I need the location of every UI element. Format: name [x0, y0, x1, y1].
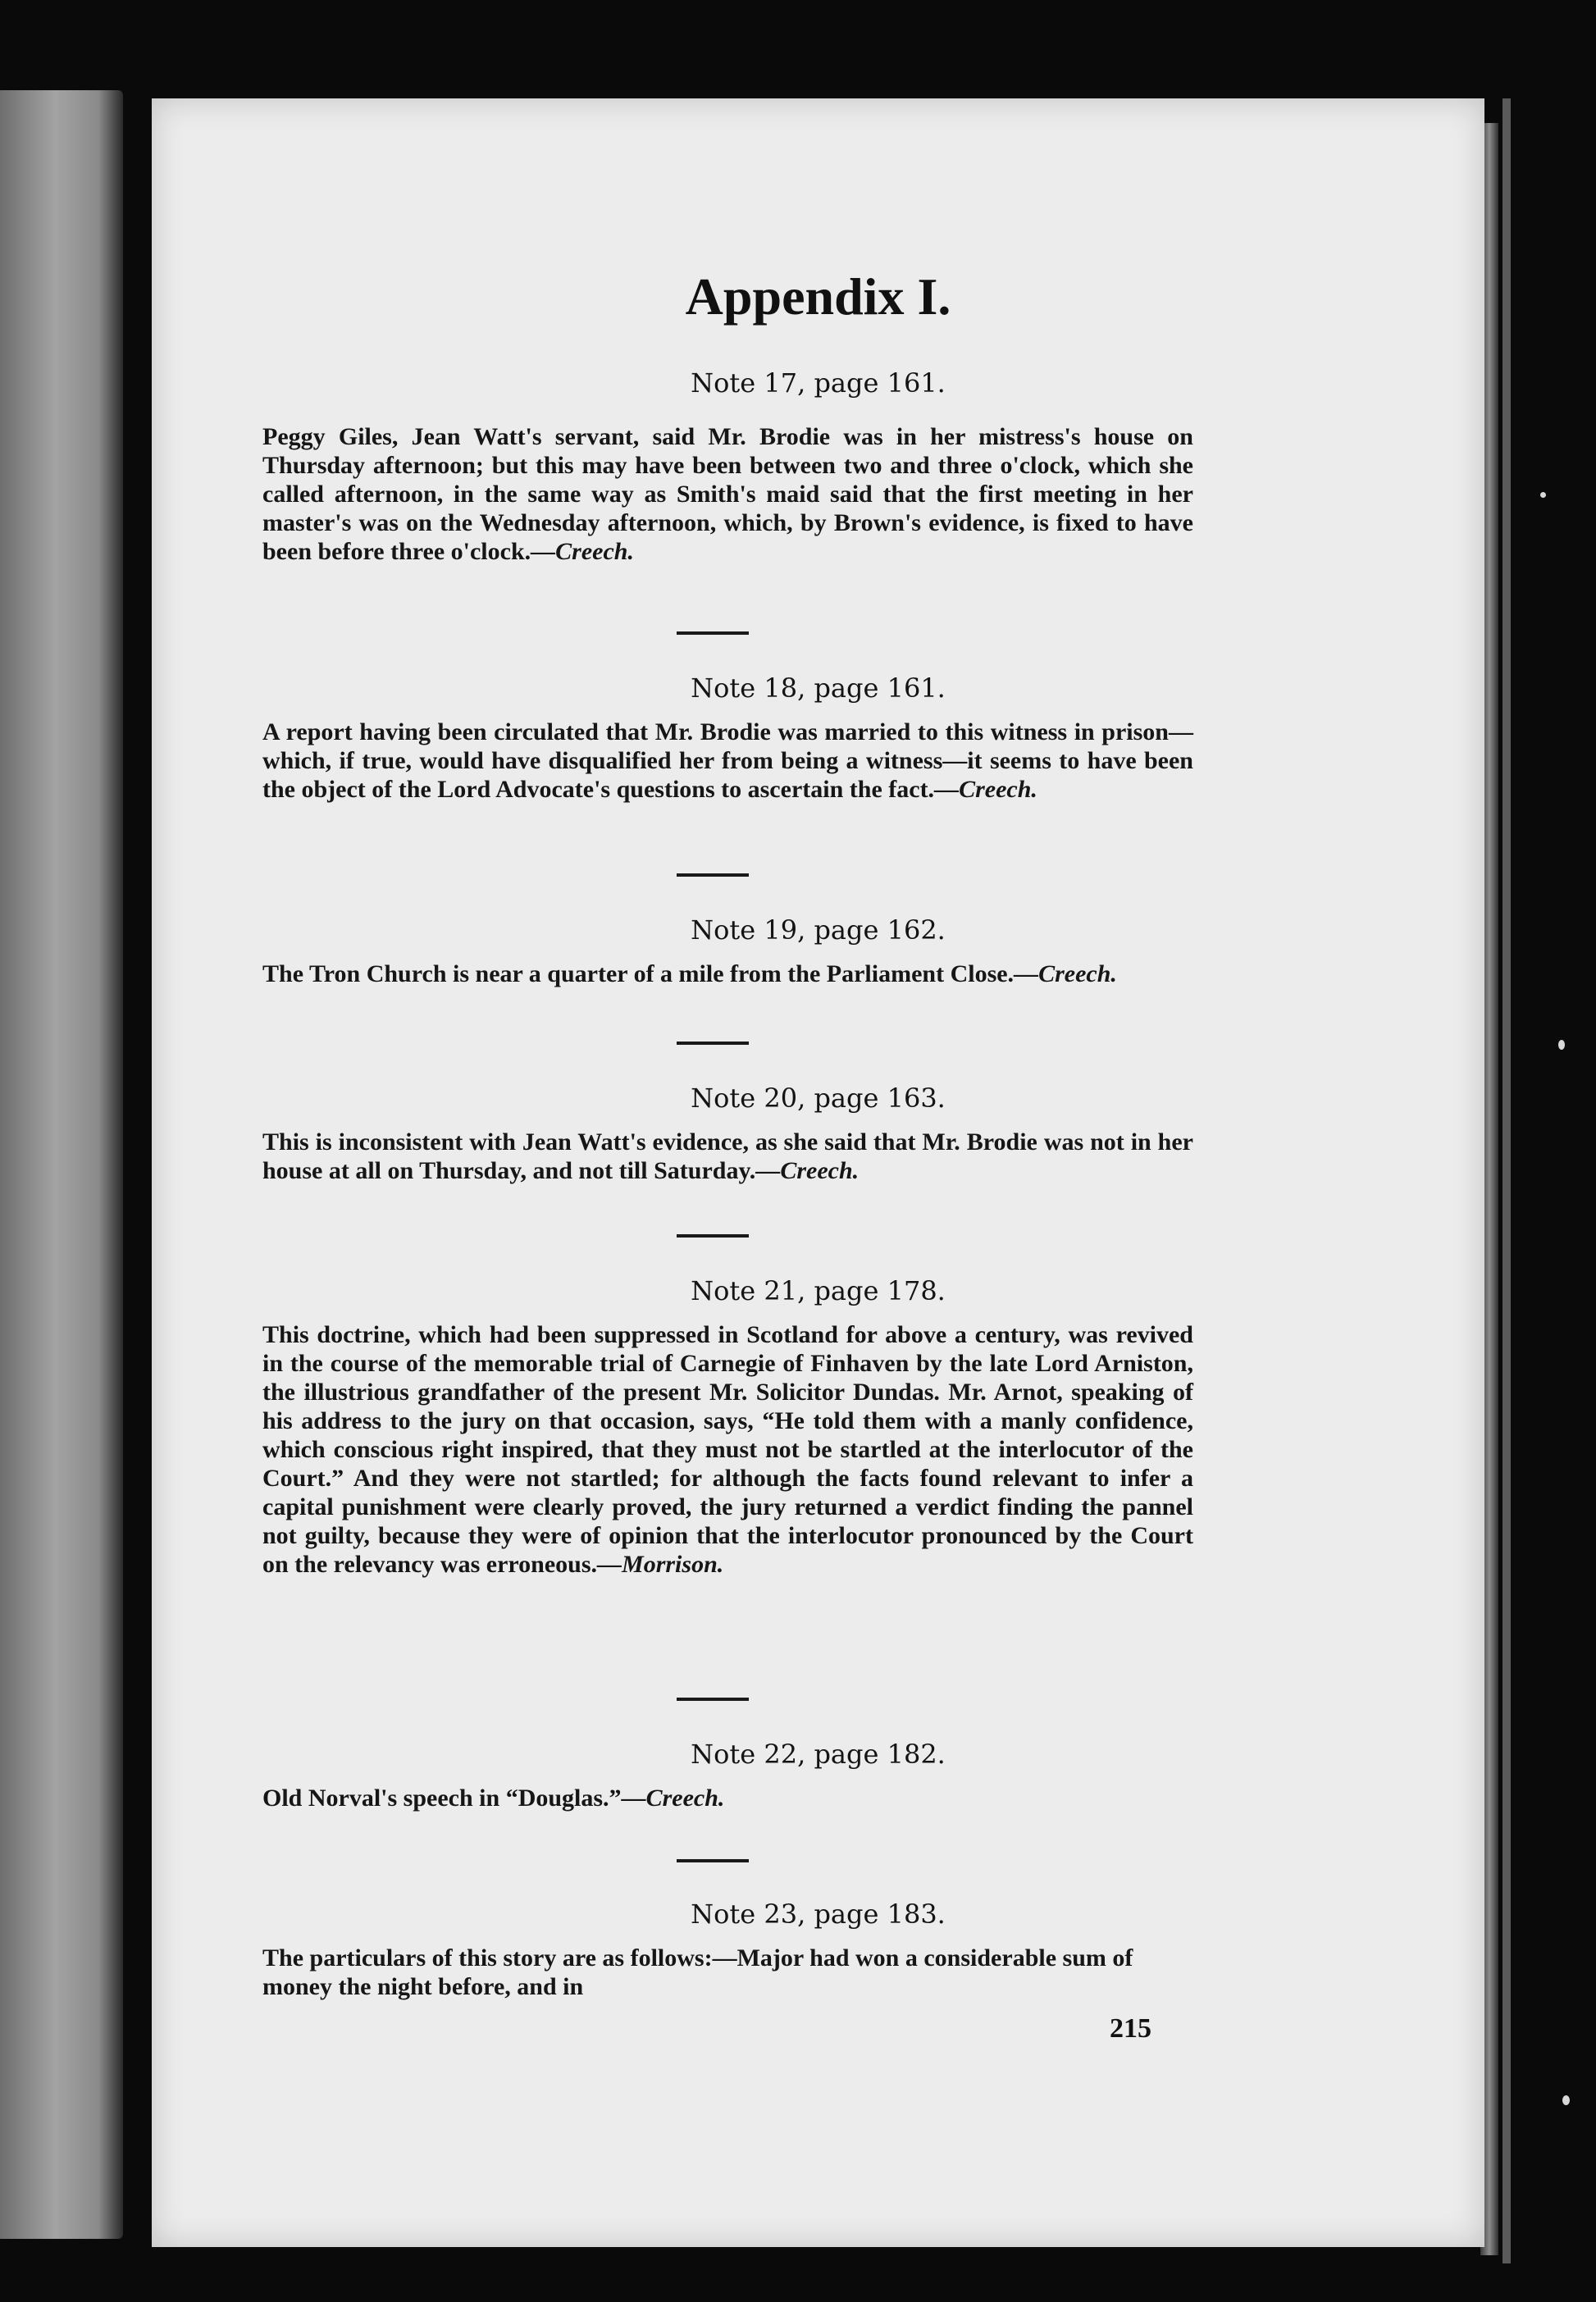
note-body: Peggy Giles, Jean Watt's servant, said Mr. Brodie was in her mistress's house on Thursday afternoon; but this may have been between two and three o'clock, which she called afternoon, in the same way as Smith's maid said that the first meeting in her master's was on the Wednesday afternoon, which, by Brown's evidence, is fixed to have been before three o'clock.	[262, 423, 1193, 565]
page-number: 215	[1110, 2013, 1151, 2044]
note-body: This is inconsistent with Jean Watt's evidence, as she said that Mr. Brodie was not in her house at all on Thursday, and not till Saturday.	[262, 1128, 1193, 1184]
note-separator	[677, 1042, 749, 1045]
facing-page-edge	[0, 90, 123, 2239]
scan-speck	[1562, 2095, 1570, 2105]
note-separator	[677, 873, 749, 877]
page-stack-edge-outer	[1503, 98, 1511, 2263]
note-body: Old Norval's speech in “Douglas.”	[262, 1785, 622, 1812]
note-heading: Note 17, page 161.	[691, 367, 946, 399]
book-page	[152, 98, 1484, 2247]
note-separator	[677, 1698, 749, 1701]
note-body: The particulars of this story are as follows:—Major had won a considerable sum of money the night before, and in	[262, 1944, 1133, 2000]
note-heading: Note 21, page 178.	[691, 1275, 946, 1306]
note-heading: Note 23, page 183.	[691, 1899, 946, 1930]
note-text	[262, 1944, 1193, 2001]
note-text	[262, 960, 1193, 988]
page-title: Appendix I.	[685, 267, 951, 326]
note-body: A report having been circulated that Mr. Brodie was married to this witness in prison—which, if true, would have disqualified her from being a witness—it seems to have been the object of the Lord Advocate's questions to ascertain the fact.	[262, 718, 1193, 803]
note-source: —Creech.	[1014, 960, 1117, 987]
note-text	[262, 718, 1193, 804]
scan-speck	[1540, 492, 1546, 498]
note-separator	[677, 1859, 749, 1862]
note-text	[262, 1784, 1193, 1812]
note-source: —Creech.	[934, 776, 1037, 803]
note-text	[262, 1320, 1193, 1579]
note-body: The Tron Church is near a quarter of a mile from the Parliament Close.	[262, 960, 1015, 987]
note-source: —Creech.	[531, 538, 634, 565]
note-source: —Creech.	[621, 1785, 725, 1812]
note-text	[262, 422, 1193, 566]
note-separator	[677, 631, 749, 635]
note-heading: Note 20, page 163.	[691, 1083, 946, 1114]
note-text	[262, 1128, 1193, 1185]
note-body: This doctrine, which had been suppressed in Scotland for above a century, was revived in the course of the memorable trial of Carnegie of Finhaven by the late Lord Arniston, the illustrious grandfather of the present Mr. Solicitor Dundas. Mr. Arnot, speaking of his address to the jury on that occasion, says, “He told them with a manly confidence, which conscious right inspired, that they must not be startled at the interlocutor of the Court.” And they were not startled; for although the facts found relevant to infer a capital punishment were clearly proved, the jury returned a verdict finding the pannel not guilty, because they were of opinion that the interlocutor pronounced by the Court on the relevancy was erroneous.	[262, 1321, 1193, 1578]
note-separator	[677, 1234, 749, 1238]
note-source: —Creech.	[755, 1157, 860, 1184]
scan-speck	[1558, 1040, 1565, 1050]
note-source: —Morrison.	[597, 1551, 724, 1578]
note-heading: Note 19, page 162.	[691, 914, 946, 946]
note-heading: Note 22, page 182.	[691, 1739, 946, 1770]
note-heading: Note 18, page 161.	[691, 672, 946, 704]
